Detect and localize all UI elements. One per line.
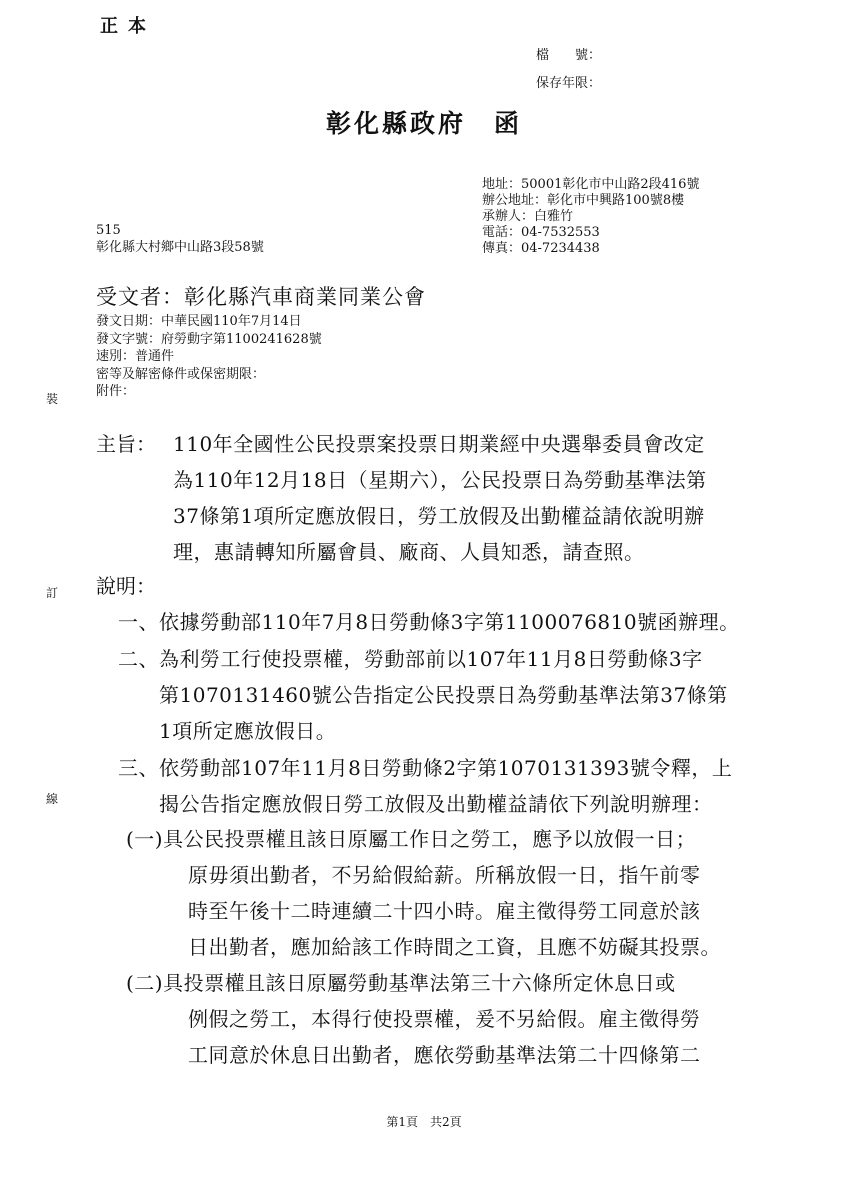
sender-handler: 承辦人：白雅竹 (482, 209, 574, 224)
postal-code: 515 (96, 223, 121, 238)
explanation-line: 原毋須出勤者，不另給假給薪。所稱放假一日，指午前零 (188, 863, 701, 887)
dispatch-number: 發文字號：府勞動字第1100241628號 (96, 331, 322, 347)
explanation-line: 工同意於休息日出勤者，應依勞動基準法第二十四條第二 (188, 1043, 701, 1067)
explanation-line: 1項所定應放假日。 (159, 719, 337, 743)
retention-period-label: 保存年限： (536, 76, 602, 91)
explanation-item-2: 二、為利勞工行使投票權，勞動部前以107年11月8日勞動條3字 (118, 647, 703, 671)
explanation-label: 說明： (96, 574, 156, 598)
explanation-line: 時至午後十二時連續二十四小時。雇主徵得勞工同意於該 (188, 899, 701, 923)
explanation-item-3: 三、依勞動部107年11月8日勞動條2字第1070131393號令釋，上 (118, 756, 733, 780)
binding-mark-xian: 線 (46, 792, 59, 806)
sender-address: 地址：50001彰化市中山路2段416號 (482, 177, 700, 192)
sender-office-address: 辦公地址：彰化市中興路100號8樓 (482, 193, 685, 208)
subject-line: 為110年12月18日（星期六），公民投票日為勞動基準法第 (173, 468, 707, 492)
document-title: 彰化縣政府 函 (325, 109, 522, 138)
attachment-label: 附件： (96, 384, 136, 399)
dispatch-info (96, 313, 322, 401)
subject-label: 主旨： (96, 432, 156, 456)
explanation-line: 日出勤者，應加給該工作時間之工資，且應不妨礙其投票。 (188, 935, 721, 959)
explanation-subitem-2: (二)具投票權且該日原屬勞動基準法第三十六條所定休息日或 (126, 971, 676, 995)
page-number: 第1頁 共2頁 (386, 1115, 462, 1129)
explanation-line: 例假之勞工，本得行使投票權，爰不另給假。雇主徵得勞 (188, 1007, 701, 1031)
subject-line: 理，惠請轉知所屬會員、廠商、人員知悉，請查照。 (173, 540, 645, 564)
subject-line: 37條第1項所定應放假日，勞工放假及出勤權益請依說明辦 (173, 504, 705, 528)
dispatch-date: 發文日期：中華民國110年7月14日 (96, 314, 302, 329)
explanation-item-1: 一、依據勞動部110年7月8日勞動條3字第1100076810號函辦理。 (118, 610, 740, 634)
original-copy-mark: 正本 (100, 16, 156, 37)
recipient-street: 彰化縣大村鄉中山路3段58號 (96, 240, 264, 255)
binding-mark-zhuang: 裝 (46, 392, 59, 406)
sender-phone: 電話：04-7532553 (482, 225, 600, 240)
explanation-subitem-1: (一)具公民投票權且該日原屬工作日之勞工，應予以放假一日； (126, 827, 697, 851)
security-level: 密等及解密條件或保密期限： (96, 366, 266, 382)
dispatch-speed: 速別：普通件 (96, 349, 175, 364)
subject-line: 110年全國性公民投票案投票日期業經中央選舉委員會改定 (173, 432, 705, 456)
explanation-line: 第1070131460號公告指定公民投票日為勞動基準法第37條第 (159, 683, 728, 707)
sender-info (482, 177, 699, 257)
binding-mark-ding: 訂 (46, 586, 59, 600)
file-number-label: 檔 號： (536, 48, 602, 63)
recipient-address (96, 222, 264, 256)
sender-fax: 傳真：04-7234438 (482, 241, 600, 256)
recipient: 受文者：彰化縣汽車商業同業公會 (96, 285, 426, 309)
explanation-line: 揭公告指定應放假日勞工放假及出勤權益請依下列說明辦理： (159, 792, 713, 816)
